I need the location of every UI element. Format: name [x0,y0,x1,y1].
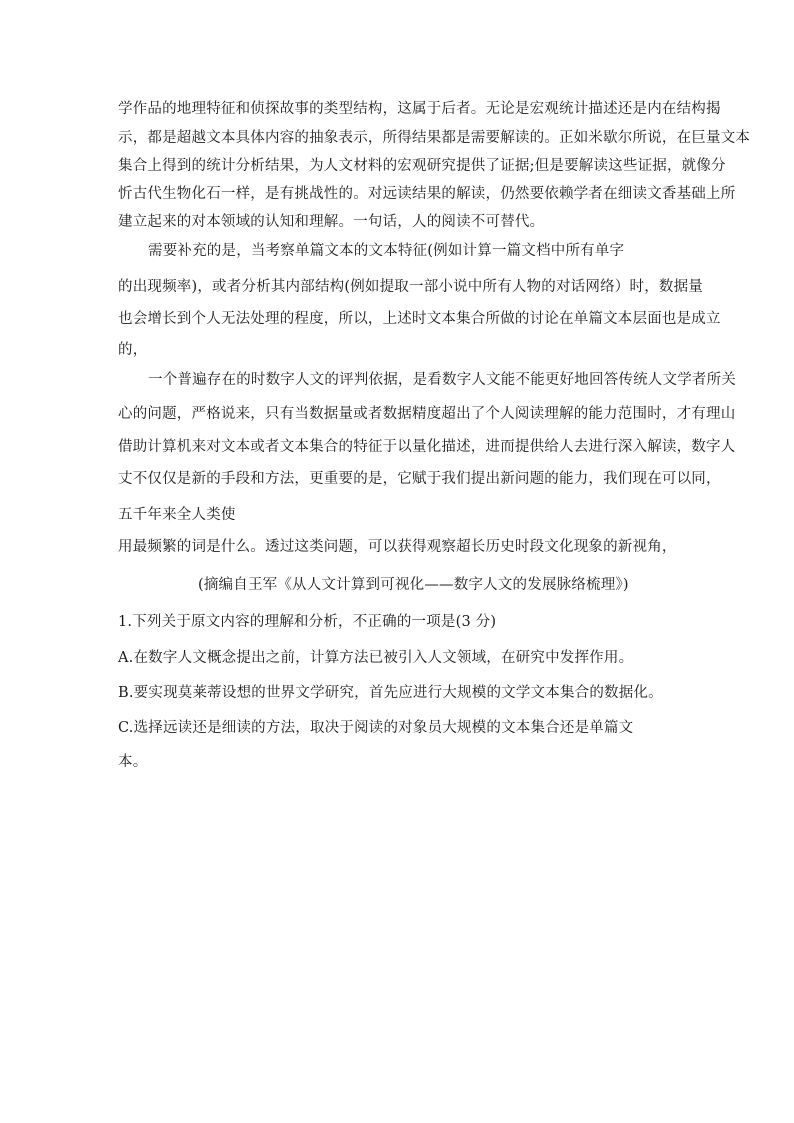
paragraph-2-line-1: 需要补充的是，当考察单篇文本的文本特征(例如计算一篇文档中所有单字 [148,243,625,259]
paragraph-3-line-4: 丈不仅仅是新的手段和方法，更重要的是，它赋于我们提出新问题的能力，我们现在可以同， [118,471,721,487]
paragraph-3-line-6: 用最频繁的词是什么。透过这类问题，可以获得观察超长历史时段文化现象的新视角， [118,539,677,555]
question-option-c-line-1: C.选择远读还是细读的方法，取决于阅读的对象员大规模的文本集合还是单篇文 [118,720,634,736]
source-citation: (摘编自王军《从人文计算到可视化——数字人文的发展脉络梳理》) [198,577,629,593]
paragraph-3-line-5: 五千年来全人类使 [118,507,236,523]
paragraph-2-line-4: 的， [118,342,148,358]
question-stem: 1.下列关于原文内容的理解和分析，不正确的一项是(3 分) [118,614,497,630]
paragraph-1-line-5: 建立起来的对本领域的认知和理解。一句话，人的阅读不可替代。 [118,214,545,230]
paragraph-1-line-2: 示，都是超越文本具体内容的抽象表示，所得结果都是需要解读的。正如米歇尔所说，在巨量文本 [118,130,751,146]
question-option-b: B.要实现莫莱蒂设想的世界文学研究，首先应进行大规模的文学文本集合的数据化。 [118,685,663,701]
question-option-a: A.在数字人文概念提出之前，计算方法已被引入人文领域，在研究中发挥作用。 [118,650,634,666]
paragraph-1-line-4: 忻古代生物化石一样，是有挑战性的。对远读结果的解读，仍然要依赖学者在细读文香基础上所 [118,186,736,202]
paragraph-1-line-3: 集合上得到的统计分析结果，为人文材料的宏观研究提供了证据;但是要解读这些证据，就像分 [118,158,726,174]
paragraph-3-line-1: 一个普遍存在的时数字人文的评判依据，是看数字人文能不能更好地回答传统人文学者所关 [148,372,736,388]
paragraph-2-line-3: 也会增长到个人无法处理的程度，所以，上述时文本集合所做的讨论在单篇文本层面也是成立 [118,311,721,327]
paragraph-2-line-2: 的出现频率)，或者分析其内部结构(例如提取一部小说中所有人物的对话网络）时，数据量 [118,279,704,295]
paragraph-3-line-3: 借助计算机来对文本或者文本集合的特征于以量化描述，进而提供给人去进行深入解读，数字人 [118,439,736,455]
paragraph-1-line-1: 学作品的地理特征和侦探故事的类型结构，这属于后者。无论是宏观统计描述还是内在结构揭 [118,101,721,117]
paragraph-3-line-2: 心的问题，严格说来，只有当数据量或者数据精度超出了个人阅读理解的能力范围时，才有理山 [118,406,736,422]
question-option-c-line-2: 本。 [118,754,148,770]
